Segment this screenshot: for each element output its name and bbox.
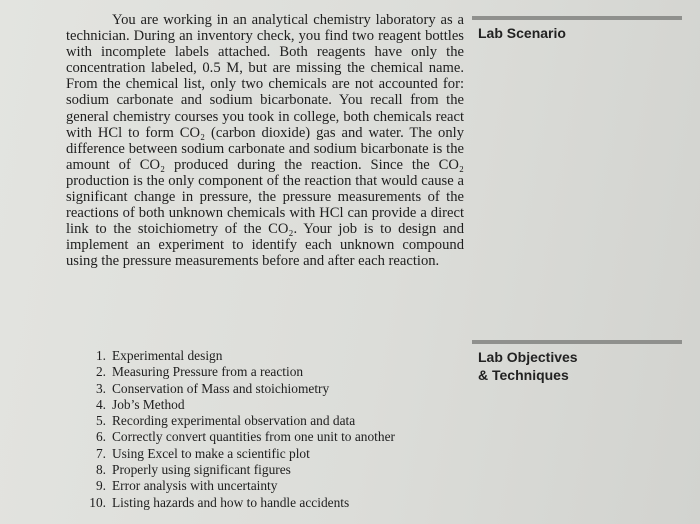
list-item <box>84 413 464 429</box>
item-text: Error analysis with uncertainty <box>112 478 278 494</box>
item-number: 7. <box>95 445 106 461</box>
list-item <box>84 462 464 478</box>
item-number: 10. <box>89 494 106 510</box>
list-item <box>84 446 464 462</box>
lab-scenario-section <box>472 16 682 42</box>
item-number: 8. <box>95 462 106 478</box>
item-text: Using Excel to make a scientific plot <box>112 445 310 461</box>
item-text: Conservation of Mass and stoichiometry <box>112 380 330 396</box>
item-number: 3. <box>95 380 106 396</box>
item-text: Recording experimental observation and data <box>112 413 356 429</box>
item-text: Experimental design <box>112 348 223 363</box>
item-text: Job’s Method <box>112 396 185 412</box>
lab-objectives-heading-line2: & Techniques <box>478 367 569 383</box>
item-text: Correctly convert quantities from one unit to another <box>112 429 395 445</box>
list-item <box>84 495 464 511</box>
list-item <box>84 397 464 413</box>
section-divider <box>472 340 682 344</box>
objectives-list <box>84 348 464 511</box>
item-number: 9. <box>95 478 106 494</box>
list-item <box>84 348 464 364</box>
item-text: Properly using significant figures <box>112 462 291 478</box>
item-number: 2. <box>95 364 106 380</box>
list-item <box>84 429 464 445</box>
lab-objectives-section <box>472 340 682 384</box>
list-item <box>84 364 464 380</box>
item-number: 6. <box>95 429 106 445</box>
list-item <box>84 478 464 494</box>
lab-objectives-heading-line1: Lab Objectives <box>478 349 578 365</box>
item-text: Measuring Pressure from a reaction <box>112 364 304 380</box>
scenario-paragraph: You are working in an analytical chemistry laboratory as a technician. During an inventory check, you find two reagent bottles with incomplete labels attached. Both reagents have only the concentration labeled, 0.5 M, but are missing the chemical name. From the chemical list, only two chemicals are not accounted for: sodium carbonate and sodium bicarbonate. You recall from the general chemistry courses you took in college, both chemicals react with HCl to form CO₂ (carbon dioxide) gas and water. The only difference between sodium carbonate and sodium bicarbonate is the amount of CO₂ produced during the reaction. Since the CO₂ production is the only component of the reaction that would cause a significant change in pressure, the pressure measurements of the reactions of both unknown chemicals with HCl can provide a direct link to the stoichiometry of the CO₂. Your job is to design and implement an experiment to identify each unknown compound using the pressure measurements before and after each reaction. <box>66 12 464 270</box>
section-divider <box>472 16 682 20</box>
lab-objectives-heading <box>472 348 682 384</box>
item-text: Listing hazards and how to handle accidents <box>112 494 350 510</box>
item-number: 4. <box>95 396 106 412</box>
item-number: 5. <box>95 413 106 429</box>
item-number: 1. <box>95 348 106 363</box>
list-item <box>84 381 464 397</box>
lab-scenario-heading: Lab Scenario <box>478 25 566 41</box>
